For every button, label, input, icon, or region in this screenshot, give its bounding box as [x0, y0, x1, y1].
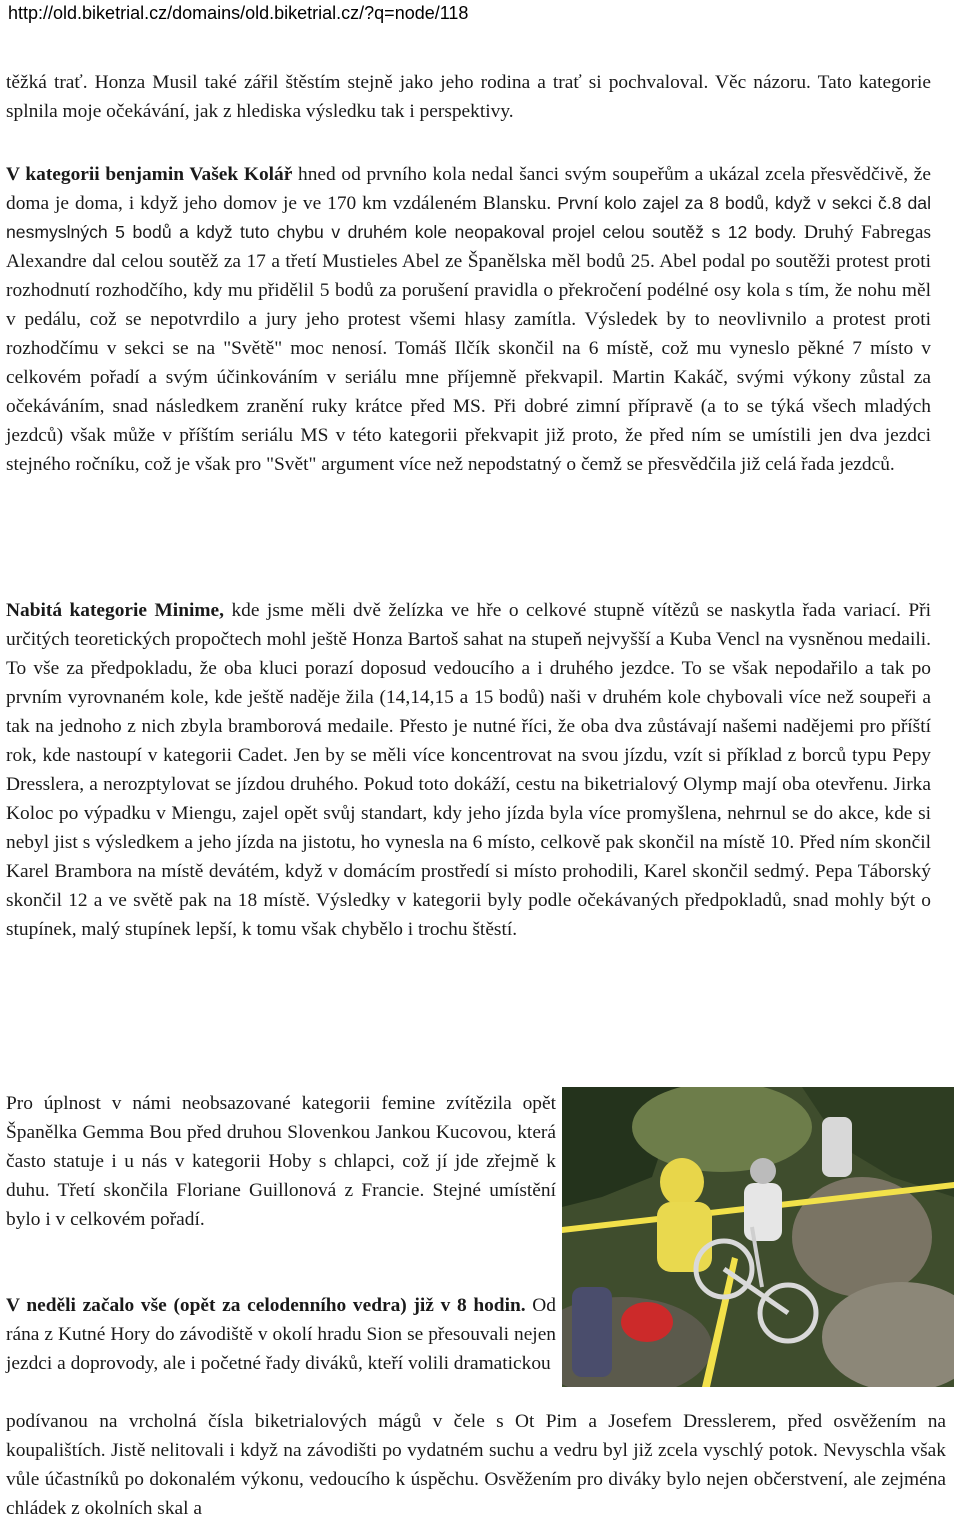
paragraph-minime — [6, 596, 931, 944]
paragraph-femine — [6, 1089, 556, 1234]
paragraph-sunday-text: Od rána z Kutné Hory do závodiště v okolí hradu Sion se přesouvali nejen jezdci a doprovody, ale i početné řady diváků, kteří volili dramatickou — [6, 1295, 557, 1374]
paragraph-sunday-continued — [6, 1407, 946, 1523]
paragraph-intro — [6, 68, 931, 126]
paragraph-benjamin — [6, 160, 931, 479]
page-url: http://old.biketrial.cz/domains/old.biketrial.cz/?q=node/118 — [8, 3, 469, 23]
paragraph-sunday-continued-text: podívanou na vrcholná čísla biketrialových mágů v čele s Ot Pim a Josefem Dresslerem, před osvěžením na koupalištích. Jistě nelitovali i když na závodišti po vydatném suchu a vedru byl již zcela vyschlý potok. Nevyschla však vůle účastníků po dokonalém výkonu, vedoucího k úspěchu. Osvěžením pro diváky bylo nejen občerstvení, ale zejména chládek z okolních skal a — [6, 1411, 946, 1519]
paragraph-benjamin-text-1: hned od prvního kola nedal šanci svým soupeřům a ukázal zcela přesvědčivě, že doma je doma, i když jeho domov je ve 170 km vzdáleném Blansku. — [6, 164, 931, 214]
paragraph-minime-text: kde jsme měli dvě želízka ve hře o celkové stupně vítězů se naskytla řada variací. Při určitých teoretických propočtech mohl ještě Honza Bartoš sahat na stupeň nejvyšší a Kuba Vencl na vysněnou medaili. To vše za předpokladu, že oba kluci porazí doposud vedoucího a i druhého jezdce. To se však nepodařilo a tak po prvním vyrovnaném kole, kde ještě naděje žila (14,14,15 a 15 bodů) naši v druhém kole chybovali více než soupeři a tak na jednoho z nich zbyla bramborová medaile. Přesto je nutné říci, že oba dva zůstávají našemi nadějemi pro příští rok, kde nastoupí v kategorii Cadet. Jen by se měli více koncentrovat na svou jízdu, vzít si příklad z borců typu Pepy Dresslera, a nerozptylovat se jízdou druhého. Pokud toto dokáží, cestu na biketrialový Olymp mají oba otevřenu. Jirka Koloc po výpadku v Miengu, zajel opět svůj standart, kdy jeho jízda byla více promyšlena, nehrnul se do akce, kde si nebyl jist s výsledkem a jeho jízda na jistotu, ho vynesla na 6 místo, celkově pak skončil na místě 10. Před ním skončil Karel Brambora na místě devátém, když v domácím prostředí si místo prohodili, Karel skončil sedmý. Pepa Táborský skončil 12 a ve světě pak na 18 místě. Výsledky v kategorii byly podle očekávaných předpokladů, snad mohly být o stupínek, malý stupínek lepší, k tomu však chybělo i trochu štěstí. — [6, 600, 931, 940]
paragraph-benjamin-text-2: První kolo zajel za 8 bodů, když v sekci č.8 dal nesmyslných 5 bodů a když tuto chybu v druhém kole neopakoval projel celou soutěž s 12 body. — [6, 193, 931, 242]
paragraph-intro-text: těžká trať. Honza Musil také zářil štěstím stejně jako jeho rodina a trať si pochvaloval. Věc názoru. Tato kategorie splnila moje očekávání, jak z hlediska výsledku tak i perspektivy. — [6, 72, 931, 122]
paragraph-sunday — [6, 1291, 556, 1378]
biketrial-photo-graphic — [562, 1087, 954, 1387]
paragraph-minime-heading: Nabitá kategorie Minime, — [6, 600, 224, 621]
paragraph-femine-text: Pro úplnost v námi neobsazované kategorii femine zvítězila opět Španělka Gemma Bou před druhou Slovenkou Jankou Kucovou, která často statuje i u nás v kategorii Hoby s chlapci, což jí jde zřejmě k duhu. Třetí skončila Floriane Guillonová z Francie. Stejné umístění bylo i v celkovém pořadí. — [6, 1093, 556, 1230]
paragraph-benjamin-text-3: Druhý Fabregas Alexandre dal celou soutěž za 17 a třetí Mustieles Abel ze Španělska měl bodů 25. Abel podal po soutěži protest proti rozhodnutí rozhodčího, kdy mu přidělil 5 bodů za porušení pravidla o překročení podélné osy kola s tím, že nohu měl v pedálu, což se nepotvrdilo a jury jeho protest všemi hlasy zamítla. Výsledek by to neovlivnilo a protest proti rozhodčímu v sekci se na "Světě" moc nenosí. Tomáš Ilčík skončil na 6 místě, což mu vyneslo pěkné 7 místo v celkovém pořadí a svým účinkováním v seriálu mne příjemně překvapil. Martin Kakáč, svými výkony zůstal za očekáváním, snad následkem zranění ruky krátce před MS. Při dobré zimní přípravě (a to se týká všech mladých jezdců) však může v příštím seriálu MS v této kategorii překvapit již proto, že před ním se umístili jen dva jezdci stejného ročníku, což je však pro "Svět" argument více než nepodstatný o čemž se přesvědčila již celá řada jezdců. — [6, 222, 931, 475]
paragraph-sunday-heading: V neděli začalo vše (opět za celodenního vedra) již v 8 hodin. — [6, 1295, 526, 1316]
paragraph-benjamin-heading: V kategorii benjamin Vašek Kolář — [6, 164, 293, 185]
biketrial-photo — [562, 1087, 954, 1387]
